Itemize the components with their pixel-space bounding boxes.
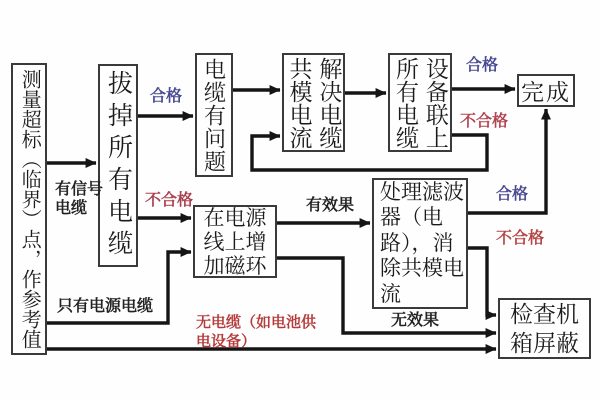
label-pass-1: 合格 [150, 88, 183, 105]
node-text-line: 除共模电 [380, 256, 464, 281]
label-line: 电缆 [55, 200, 88, 217]
label-no-cable [196, 314, 316, 352]
node-add-magnetic-ring [193, 205, 277, 278]
node-text: 拔掉所有电缆 [104, 69, 132, 262]
node-text-line: 加磁环 [203, 253, 267, 278]
node-connect-all-cables [388, 53, 452, 152]
node-text-line: 路），消 [380, 230, 454, 255]
label-power-cable-only: 只有电源电缆 [57, 298, 154, 315]
node-text-line: 在电源 [203, 205, 267, 230]
node-cable-has-problem [195, 53, 233, 177]
node-text-line: 线上增 [203, 229, 267, 254]
node-handle-filter-circuit [372, 178, 468, 309]
label-effective: 有效果 [306, 197, 355, 214]
label-pass-3: 合格 [496, 186, 529, 203]
label-fail-2: 不合格 [460, 113, 509, 130]
node-text: 完成 [521, 80, 571, 105]
label-line: 电设备） [196, 334, 257, 350]
label-line: 有信号 [55, 181, 104, 198]
node-text-line: 器（电 [380, 205, 443, 230]
arrow-filter-fail-to-check [467, 248, 496, 315]
node-text-line: 处理滤波 [380, 179, 464, 204]
label-fail-1: 不合格 [145, 192, 194, 209]
label-signal-cable [55, 180, 103, 218]
node-check-chassis-shielding [498, 298, 591, 359]
node-unplug-all-cables [98, 64, 138, 267]
node-text: 测量超标（临界）点，作参考值 [18, 69, 41, 349]
node-text: 解决电缆共模电流 [286, 56, 342, 149]
node-text: 电缆有问题 [201, 57, 227, 173]
label-pass-2: 合格 [466, 57, 499, 74]
node-text-line: 检查机 [510, 301, 579, 327]
label-fail-3: 不合格 [496, 230, 545, 247]
node-done [517, 74, 575, 107]
node-solve-common-mode-current [282, 53, 345, 152]
node-text: 设备联上所有电缆 [393, 56, 448, 149]
node-text-line: 箱屏蔽 [510, 330, 579, 356]
label-line: 无电缆（如电池供 [196, 315, 317, 331]
node-text-line: 流 [380, 281, 401, 306]
label-no-effect: 无效果 [391, 312, 440, 329]
node-measure-reference [11, 63, 47, 355]
